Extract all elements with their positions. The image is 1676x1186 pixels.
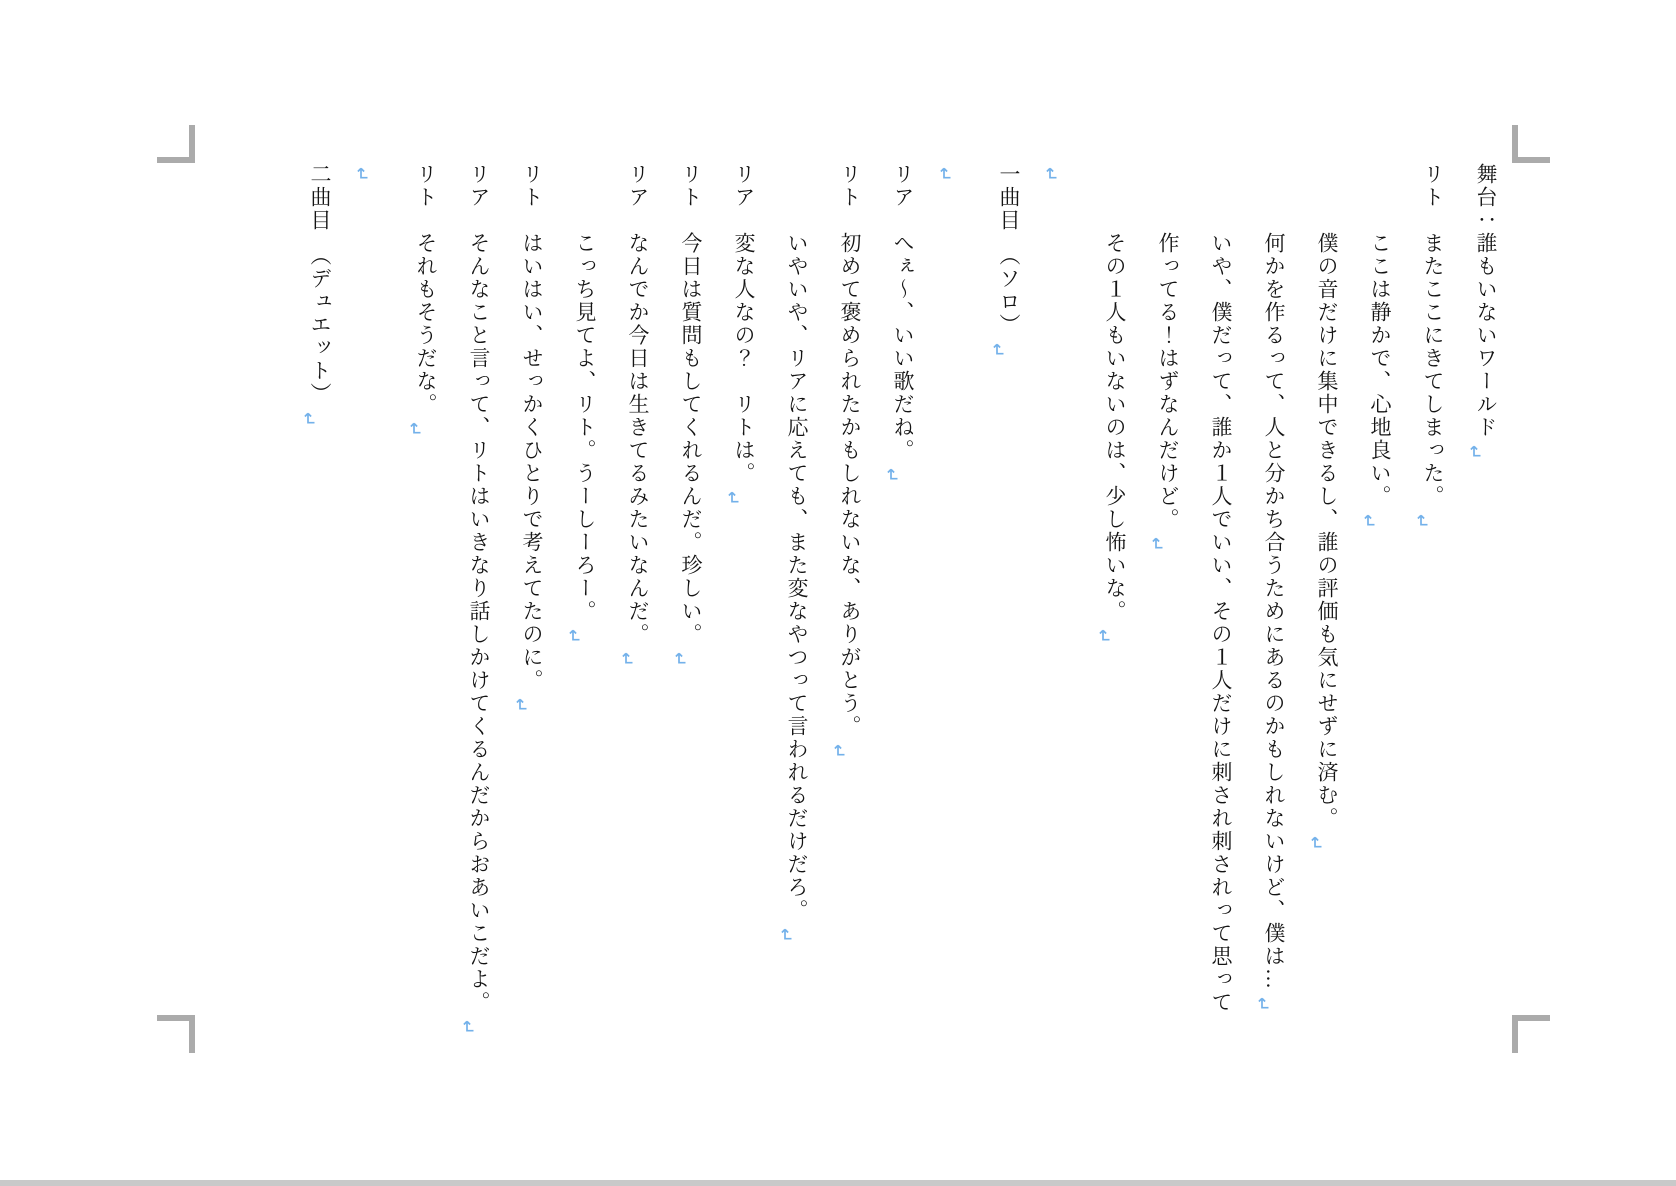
script-line[interactable] — [452, 163, 505, 1015]
dialogue-text: へぇ～、いい歌だね。 — [891, 232, 915, 462]
heading-text: 二曲目 （デュエット） — [308, 163, 332, 406]
dialogue-text: こっち見てよ、リト。うーしーろー。 — [573, 232, 597, 623]
empty-line[interactable] — [929, 163, 982, 1015]
script-line[interactable] — [770, 163, 823, 1015]
speaker-name: リト — [414, 163, 438, 209]
script-line[interactable] — [876, 163, 929, 1015]
speaker-name: リト — [520, 163, 544, 209]
script-line[interactable] — [505, 163, 558, 1015]
heading-text: 一曲目 （ソロ） — [997, 163, 1021, 337]
empty-line[interactable] — [346, 163, 399, 1015]
dialogue-text: なんでか今日は生きてるみたいなんだ。 — [626, 232, 650, 646]
dialogue-text: 初めて褒められたかもしれないな、ありがとう。 — [838, 232, 862, 738]
margin-corner-bottom-left-icon — [157, 1015, 195, 1053]
margin-corner-bottom-right-icon — [1512, 1015, 1550, 1053]
speaker-name: リア — [891, 163, 915, 209]
script-line[interactable] — [558, 163, 611, 1015]
dialogue-text: ここは静かで、心地良い。 — [1368, 232, 1392, 508]
dialogue-text: またここにきてしまった。 — [1421, 232, 1445, 508]
document-text-area[interactable] — [293, 163, 1512, 1015]
dialogue-text: はいはい、せっかくひとりで考えてたのに。 — [520, 232, 544, 692]
speaker-name: リト — [1421, 163, 1445, 209]
dialogue-text: そんなこと言って、リトはいきなり話しかけてくるんだからおあいこだよ。 — [467, 232, 491, 1014]
dialogue-text: 今日は質問もしてくれるんだ。珍しい。 — [679, 232, 703, 646]
script-line[interactable] — [1088, 163, 1141, 1015]
script-line[interactable] — [1300, 163, 1353, 1015]
dialogue-text: それもそうだな。 — [414, 232, 438, 416]
empty-line[interactable] — [1035, 163, 1088, 1015]
heading-text: 舞台：誰もいないワールド — [1474, 163, 1498, 439]
dialogue-text: その１人もいないのは、少し怖いな。 — [1103, 232, 1127, 623]
script-line[interactable] — [1247, 163, 1300, 1015]
script-line[interactable] — [399, 163, 452, 1015]
margin-corner-top-left-icon — [157, 125, 195, 163]
dialogue-text: いや、僕だって、誰か１人でいい、その１人だけに刺され刺されって思って作ってる！はずなんだけど。 — [1156, 232, 1233, 1014]
dialogue-text: 何かを作るって、人と分かち合うためにあるのかもしれないけど、僕は… — [1262, 232, 1286, 991]
song-heading[interactable] — [982, 163, 1035, 1015]
dialogue-text: 変な人なの？ リトは。 — [732, 232, 756, 485]
speaker-name: リト — [679, 163, 703, 209]
script-line[interactable] — [717, 163, 770, 1015]
speaker-name: リア — [467, 163, 491, 209]
speaker-name: リア — [626, 163, 650, 209]
page-bottom-edge — [0, 1180, 1676, 1186]
script-line[interactable] — [1353, 163, 1406, 1015]
script-line[interactable] — [1141, 163, 1247, 1015]
script-line[interactable] — [823, 163, 876, 1015]
speaker-name: リア — [732, 163, 756, 209]
song-heading[interactable] — [293, 163, 346, 1015]
dialogue-text: いやいや、リアに応えても、また変なやつって言われるだけだろ。 — [785, 232, 809, 922]
margin-corner-top-right-icon — [1512, 125, 1550, 163]
stage-heading[interactable] — [1459, 163, 1512, 1015]
script-line[interactable] — [611, 163, 664, 1015]
script-line[interactable] — [1406, 163, 1459, 1015]
dialogue-text: 僕の音だけに集中できるし、誰の評価も気にせずに済む。 — [1315, 232, 1339, 830]
script-line[interactable] — [664, 163, 717, 1015]
speaker-name: リト — [838, 163, 862, 209]
